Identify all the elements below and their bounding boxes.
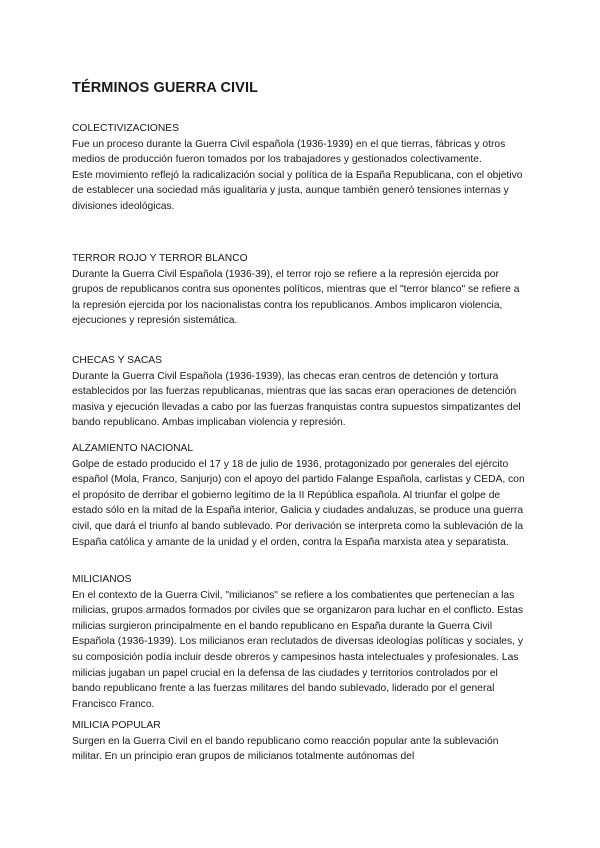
section-terror-rojo-y-blanco xyxy=(72,251,528,329)
section-paragraph: Durante la Guerra Civil Española (1936-1939), las checas eran centros de detención y tortura establecidos por las fuerzas republicanas, mientras que las sacas eran operaciones de detención masiva y ejecución llevadas a cabo por las fuerzas franquistas contra supuestos simpatizantes del bando republicano. Ambas implicaban violencia y represión. xyxy=(72,370,521,429)
section-milicianos xyxy=(72,572,528,712)
section-heading: MILICIA POPULAR xyxy=(72,720,161,731)
section-checas-y-sacas xyxy=(72,353,528,431)
section-alzamiento-nacional xyxy=(72,441,528,550)
section-paragraph: En el contexto de la Guerra Civil, "milicianos" se refiere a los combatientes que pertenecían a las milicias, grupos armados formados por civiles que se organizaron para luchar en el conflicto. Estas milicias surgieron principalmente en el bando republicano en España durante la Guerra Civil Española (1936-1939). Los milicianos eran reclutados de diversas ideologías políticas y sociales, y su composición podía incluir desde obreros y campesinos hasta intelectuales y profesionales. Las milicias jugaban un papel crucial en la defensa de las ciudades y territorios controlados por el bando republicano frente a las fuerzas militares del bando sublevado, liderado por el general Francisco Franco. xyxy=(72,589,524,710)
section-heading: MILICIANOS xyxy=(72,574,132,585)
section-heading: ALZAMIENTO NACIONAL xyxy=(72,443,194,454)
section-colectivizaciones xyxy=(72,121,528,215)
section-heading: CHECAS Y SACAS xyxy=(72,355,163,366)
section-paragraph: Durante la Guerra Civil Española (1936-39), el terror rojo se refiere a la represión ejercida por grupos de republicanos contra sus oponentes políticos, mientras que el "terror blanco" se refiere a la represión ejercida por los nacionalistas contra los republicanos. Ambos implicaron violencia, ejecuciones y represión sistemática. xyxy=(72,268,520,327)
section-paragraph: Surgen en la Guerra Civil en el bando republicano como reacción popular ante la sublevación militar. En un principio eran grupos de milicianos totalmente autónomas del xyxy=(72,735,499,763)
section-paragraph: Este movimiento reflejó la radicalización social y política de la España Republicana, con el objetivo de establecer una sociedad más igualitaria y justa, aunque también generó tensiones internas y divisiones ideológicas. xyxy=(72,169,523,212)
section-milicia-popular xyxy=(72,718,528,765)
section-paragraph: Fue un proceso durante la Guerra Civil española (1936-1939) en el que tierras, fábricas y otros medios de producción fueron tomados por los trabajadores y gestionados colectivamente. xyxy=(72,138,506,166)
document-title: TÉRMINOS GUERRA CIVIL xyxy=(72,80,259,96)
section-paragraph: Golpe de estado producido el 17 y 18 de julio de 1936, protagonizado por generales del ejército español (Mola, Franco, Sanjurjo) con el apoyo del partido Falange Española, carlistas y CEDA, con el propósito de derribar el gobierno legítimo de la II República española. Al triunfar el golpe de estado sólo en la mitad de la España interior, Galicia y ciudades andaluzas, se produce una guerra civil, que dará el triunfo al bando sublevado. Por derivación se interpreta como la sublevación de la España católica y amante de la unidad y el orden, contra la España marxista atea y separatista. xyxy=(72,458,525,548)
section-heading: COLECTIVIZACIONES xyxy=(72,123,179,134)
section-heading: TERROR ROJO Y TERROR BLANCO xyxy=(72,253,248,264)
